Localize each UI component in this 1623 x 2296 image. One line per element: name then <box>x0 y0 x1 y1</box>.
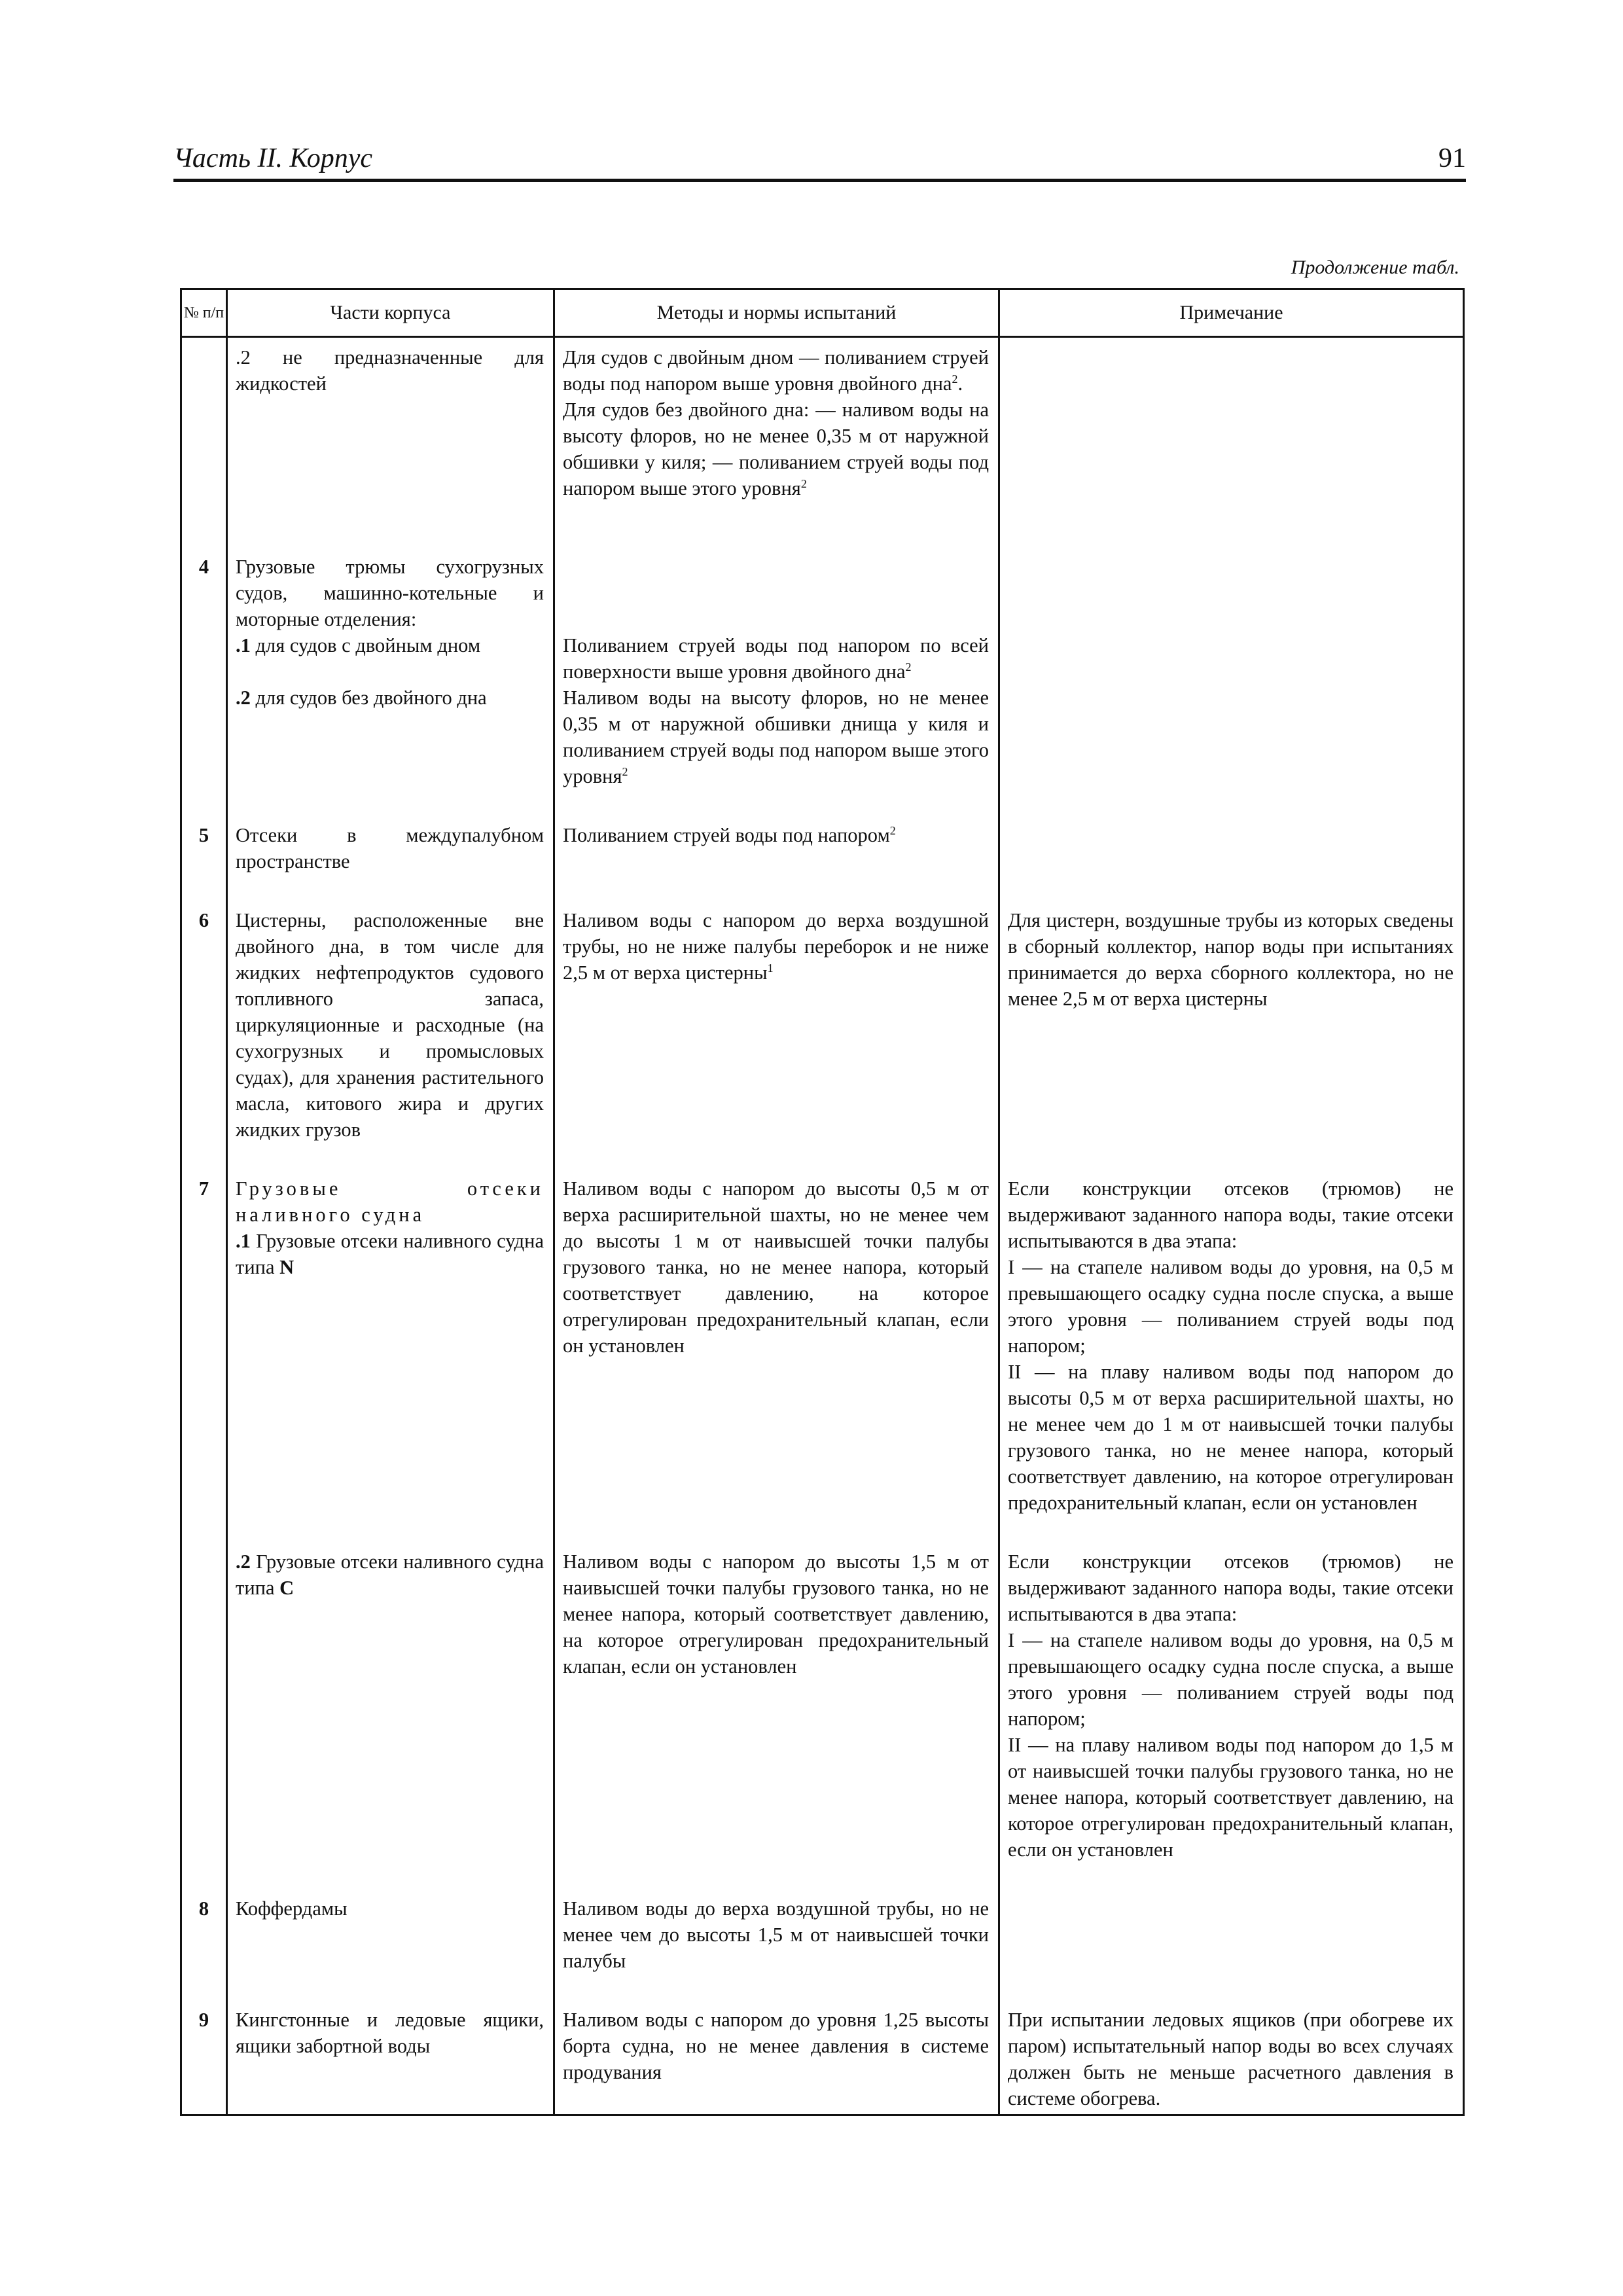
row-note <box>999 816 1464 901</box>
part-text: Кингстонные и ледовые ящики, ящики забортной воды <box>236 2009 544 2057</box>
col-header-parts: Части корпуса <box>227 289 554 337</box>
part-subitem: для судов без двойного дна <box>255 687 487 709</box>
table-row <box>181 816 1464 901</box>
test-norms-table <box>180 288 1465 2116</box>
row-number: 8 <box>181 1889 227 2000</box>
table-row <box>181 2000 1464 2115</box>
row-part <box>227 337 554 548</box>
method-text: Для судов без двойного дна: — наливом воды на высоту флоров, но не менее 0,35 м от наружной обшивки у киля; — поливанием струей воды под напором выше этого уровня <box>563 399 989 499</box>
method-text: Наливом воды с напором до высоты 1,5 м от наивысшей точки палубы грузового танка, но не менее напора, который соответствует давлению, на которое отрегулирован предохранительный клапан, если он установлен <box>563 1551 989 1677</box>
row-part <box>227 1889 554 2000</box>
table-row <box>181 901 1464 1169</box>
table-row <box>181 1169 1464 1542</box>
row-method: Поливанием струей воды под напором$^2$ <box>554 816 999 901</box>
col-header-number: № п/п <box>181 289 227 337</box>
row-number: 4 <box>181 547 227 816</box>
page-number: 91 <box>1438 143 1466 173</box>
row-part: Грузовые трюмы сухогрузных судов, машинно-котельные и моторные отделения: .1 для судов с двойным дном .2 для судов без двойного дна <box>227 547 554 816</box>
table-row <box>181 547 1464 816</box>
method-text: Для судов с двойным дном — поливанием струей воды под напором выше уровня двойного дна <box>563 346 989 395</box>
table-header-row <box>181 289 1464 337</box>
part-text: Коффердамы <box>236 1897 348 1920</box>
header-rule <box>173 179 1466 182</box>
row-note <box>999 1169 1464 1542</box>
part-text: .2 не предназначенные для жидкостей <box>236 346 544 395</box>
row-number: 7 <box>181 1169 227 1542</box>
method-text: Наливом воды с напором до верха воздушной трубы, но не ниже палубы переборок и не ниже 2,5 м от верха цистерны <box>563 909 989 984</box>
part-text: Цистерны, расположенные вне двойного дна, в том числе для жидких нефтепродуктов судового топливного запаса, циркуляционные и расходные (на сухогрузных и промысловых судах), для хранения растительного масла, китового жира и других жидких грузов <box>236 909 544 1141</box>
row-method <box>554 1169 999 1542</box>
row-note <box>999 1889 1464 2000</box>
row-number: 5 <box>181 816 227 901</box>
note-text: Если конструкции отсеков (трюмов) не выдерживают заданного напора воды, такие отсеки испытываются в два этапа: <box>1008 1551 1454 1625</box>
row-part <box>227 2000 554 2115</box>
note-text: I — на стапеле наливом воды до уровня, на 0,5 м превышающего осадку судна после спуска, а выше этого уровня — поливанием струей воды под напором; <box>1008 1256 1454 1357</box>
row-method: Наливом воды с напором до верха воздушной трубы, но не ниже палубы переборок и не ниже 2,5 м от верха цистерны$^1$ <box>554 901 999 1169</box>
method-text: Наливом воды до верха воздушной трубы, но не менее чем до высоты 1,5 м от наивысшей точки палубы <box>563 1897 989 1972</box>
note-text: II — на плаву наливом воды под напором до 1,5 м от наивысшей точки палубы грузового танка, но не менее напора, который соответствует давлению, на которое отрегулирован предохранительный клапан, если он установлен <box>1008 1734 1454 1861</box>
table-row <box>181 1542 1464 1889</box>
row-note <box>999 337 1464 548</box>
row-number <box>181 1542 227 1889</box>
row-number <box>181 337 227 548</box>
row-part <box>227 1542 554 1889</box>
part-subitem: .2 Грузовые отсеки наливного судна типа C <box>236 1551 544 1599</box>
table-row <box>181 337 1464 548</box>
note-text: При испытании ледовых ящиков (при обогреве их паром) испытательный напор воды во всех случаях должен быть не меньше расчетного давления в системе обогрева. <box>1008 2009 1454 2109</box>
page-header <box>173 143 1466 179</box>
row-part <box>227 1169 554 1542</box>
col-header-methods: Методы и нормы испытаний <box>554 289 999 337</box>
table-row <box>181 1889 1464 2000</box>
note-text: Если конструкции отсеков (трюмов) не выдерживают заданного напора воды, такие отсеки испытываются в два этапа: <box>1008 1177 1454 1252</box>
row-method: Поливанием струей воды под напором по всей поверхности выше уровня двойного дна$^2$ Наливом воды на высоту флоров, но не менее 0,35 м от наружной обшивки днища у киля и поливанием струей воды под напором выше этого уровня$^2$ <box>554 547 999 816</box>
method-text: Наливом воды с напором до высоты 0,5 м от верха расширительной шахты, но не менее чем до высоты 1 м от наивысшей точки палубы грузового танка, но не менее напора, который соответствует давлению, на которое отрегулирован предохранительный клапан, если он установлен <box>563 1177 989 1357</box>
part-text: Грузовые отсеки наливного судна <box>236 1177 544 1226</box>
col-header-note: Примечание <box>999 289 1464 337</box>
method-text: Поливанием струей воды под напором <box>563 824 890 846</box>
row-method <box>554 2000 999 2115</box>
row-number: 6 <box>181 901 227 1169</box>
part-text: Отсеки в междупалубном пространстве <box>236 824 544 872</box>
part-subitem: для судов с двойным дном <box>255 634 481 656</box>
row-note <box>999 547 1464 816</box>
row-note <box>999 2000 1464 2115</box>
method-text: Наливом воды с напором до уровня 1,25 высоты борта судна, но не менее давления в системе продувания <box>563 2009 989 2083</box>
row-method <box>554 1889 999 2000</box>
row-note <box>999 901 1464 1169</box>
note-text: Для цистерн, воздушные трубы из которых сведены в сборный коллектор, напор воды при испытаниях принимается до верха сборного коллектора, но не менее 2,5 м от верха цистерны <box>1008 909 1454 1010</box>
row-part <box>227 816 554 901</box>
method-text: Наливом воды на высоту флоров, но не менее 0,35 м от наружной обшивки днища у киля и поливанием струей воды под напором выше этого уровня <box>563 687 989 787</box>
table-caption: Продолжение табл. <box>1291 257 1459 278</box>
note-text: I — на стапеле наливом воды до уровня, на 0,5 м превышающего осадку судна после спуска, а выше этого уровня — поливанием струей воды под напором; <box>1008 1629 1454 1730</box>
row-method: Для судов с двойным дном — поливанием струей воды под напором выше уровня двойного дна$^2$. Для судов без двойного дна: — наливом воды на высоту флоров, но не менее 0,35 м от наружной обшивки у киля; — поливанием струей воды под напором выше этого уровня$^2$ <box>554 337 999 548</box>
row-method <box>554 1542 999 1889</box>
row-part <box>227 901 554 1169</box>
part-text: Грузовые трюмы сухогрузных судов, машинно-котельные и моторные отделения: <box>236 556 544 630</box>
part-subitem: .1 Грузовые отсеки наливного судна типа N <box>236 1230 544 1278</box>
method-text: Поливанием струей воды под напором по всей поверхности выше уровня двойного дна <box>563 634 989 683</box>
row-note <box>999 1542 1464 1889</box>
running-title: Часть II. Корпус <box>173 143 373 173</box>
row-number: 9 <box>181 2000 227 2115</box>
note-text: II — на плаву наливом воды под напором до высоты 0,5 м от верха расширительной шахты, но не менее чем до 1 м от наивысшей точки палубы грузового танка, но не менее напора, который соответствует давлению, на которое отрегулирован предохранительный клапан, если он установлен <box>1008 1361 1454 1514</box>
